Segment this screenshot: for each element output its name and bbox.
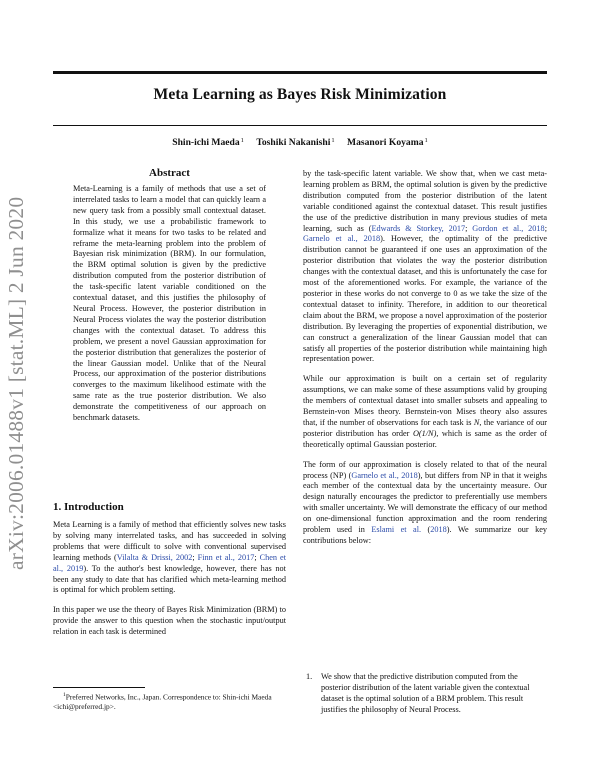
author-affil-marker: 1 [331, 137, 335, 144]
intro-paragraph-4 [303, 374, 547, 450]
right-column-body [303, 169, 547, 556]
paragraph-text: The form of our approximation is closely related to that of the neural process (NP) ( [303, 459, 547, 480]
author-name: Shin-ichi Maeda [172, 137, 240, 148]
intro-paragraph-2: In this paper we use the theory of Bayes Risk Minimization (BRM) to provide the answer to this question when the stochastic input/output relation in each task is determined [53, 605, 286, 637]
author-name: Toshiki Nakanishi [256, 137, 331, 148]
author-list [53, 137, 547, 148]
title-bottom-rule [53, 125, 547, 126]
intro-paragraph-3 [303, 169, 547, 365]
paper-title: Meta Learning as Bayes Risk Minimization [153, 86, 447, 103]
citation-separator: ; [192, 552, 198, 562]
footnote-rule [53, 687, 145, 688]
math-variable: N [473, 417, 480, 427]
paragraph-text: , the variance of our posterior distribution has order [303, 417, 547, 438]
math-expression: O(1/N) [412, 428, 437, 438]
citation-link[interactable]: Garnelo et al., 2018 [303, 234, 381, 244]
affiliation-footnote [53, 691, 286, 712]
citation-link[interactable]: Gordon et al., 2018 [472, 223, 545, 233]
abstract-heading: Abstract [149, 167, 190, 179]
paragraph-text: , which is same as the order of theoretically optimal Gaussian posterior. [303, 428, 547, 449]
paragraph-text: ). However, the optimality of the predictive distribution cannot be guaranteed if one uses an approximation of the posterior distribution that violates the way the posterior distribution changes with the contextual dataset, and this is unfortunately the case for most of the aforementioned works. For example, the variance of the posterior in these works do not converge to 0 as we take the size of the contextual dataset to infinity. Therefore, in addition to our theoretical claim about the BRM, we propose a novel approximation of the posterior distribution. By leveraging the properties of exponential distribution, we can construct a generalization of the linear Gaussian model that can satisfy all properties of the posterior distribution while maintaining high representation power. [303, 234, 547, 364]
contribution-number: 1. [306, 672, 313, 681]
abstract-text: Meta-Learning is a family of methods that use a set of interrelated tasks to learn a model that can quickly learn a new query task from a possibly small contextual dataset. In this study, we use a probabilistic framework to formalize what it means for two tasks to be related and reframe the meta-learning problem into the problem of Bayesian risk minimization (BRM). In our formulation, the BRM optimal solution is given by the predictive distribution computed from the posterior distribution of the task-specific latent variable conditioned on the contextual dataset, and this justifies the philosophy of Neural Process. However, the posterior distribution in Neural Process violates the way the posterior distribution changes with the contextual dataset. To address this problem, we present a novel Gaussian approximation for the posterior distribution that generalizes the posterior of the linear Gaussian model. Unlike that of the Neural Process, our approximation of the posterior distributions converges to the maximum likelihood estimate with the same rate as the true posterior distribution. We also demonstrate the competitiveness of our approach on benchmark datasets. [73, 184, 266, 423]
paragraph-text: While our approximation is built on a certain set of regularity assumptions, we can make some of these assumptions valid by grouping the members of contextual dataset into smaller subsets and appealing to Bernstein-von Mises theory. Bernstein-von Mises theory also assures that, if the number of observations for each task is [303, 374, 547, 427]
citation-separator: ; [465, 223, 473, 233]
citation-link[interactable]: Eslami et al. [371, 525, 422, 535]
paragraph-text: by the task-specific latent variable. We show that, when we cast meta-learning problem as BRM, the optimal solution is given by the predictive distribution computed from the posterior distribution of the latent variable conditioned against the contextual dataset. This result justifies the use of the predictive distribution in many previous studies of meta learning, such as ( [303, 169, 547, 233]
arxiv-stamp: arXiv:2006.01488v1 [stat.ML] 2 Jun 2020 [4, 196, 28, 570]
paragraph-text: Meta Learning is a family of method that efficiently solves new tasks by solving many interrelated tasks, and has succeeded in solving problems that were difficult to solve with conventional supervised learning methods ( [53, 520, 286, 562]
citation-separator: ; [544, 223, 547, 233]
author-affil-marker: 1 [240, 137, 244, 144]
paragraph-text: ), but differs from NP in that it weighs each member of the contextual data by the uncertainty measure. Our design naturally encourages the predictor to preferentially use members with smaller uncertainty. We will demonstrate the efficacy of our method on one-dimensional function approximation and the room rendering problem used in [303, 470, 547, 535]
citation-link[interactable]: Finn et al., 2017 [197, 552, 255, 562]
citation-link[interactable]: Vilalta & Drissi, 2002 [116, 552, 193, 562]
contribution-text: We show that the predictive distribution computed from the posterior distribution of the latent variable given the contextual dataset is the optimal solution of a BRM problem. This result justifies the philosophy of Neural Process. [321, 672, 530, 714]
left-column-body [53, 520, 286, 647]
citation-link[interactable]: Edwards & Storkey, 2017 [371, 223, 466, 233]
author-name: Masanori Koyama [347, 137, 424, 148]
section-heading-introduction: 1. Introduction [53, 501, 124, 513]
citation-link[interactable]: Garnelo et al., 2018 [351, 470, 418, 480]
citation-link[interactable]: Chen et al., 2019 [53, 552, 286, 573]
author-2 [256, 137, 334, 148]
intro-paragraph-5 [303, 460, 547, 547]
paragraph-text: ). We summarize our key contributions below: [303, 525, 547, 545]
author-1 [172, 137, 244, 148]
paragraph-text: ( [421, 525, 431, 535]
intro-paragraph-1 [53, 520, 286, 596]
footnote-marker: 1 [63, 692, 66, 698]
citation-link[interactable]: 2018 [430, 525, 447, 535]
author-affil-marker: 1 [424, 137, 428, 144]
citation-separator: ; [254, 552, 260, 562]
paragraph-text: ). To the author's best knowledge, however, there has not been any study to date that has clarified which meta-learning method is optimal for which problem setting. [53, 563, 286, 595]
footnote-text: Preferred Networks, Inc., Japan. Correspondence to: Shin-ichi Maeda <ichi@preferred.jp>. [53, 692, 272, 712]
author-3 [347, 137, 428, 148]
title-top-rule [53, 71, 547, 74]
contribution-item [303, 672, 547, 716]
